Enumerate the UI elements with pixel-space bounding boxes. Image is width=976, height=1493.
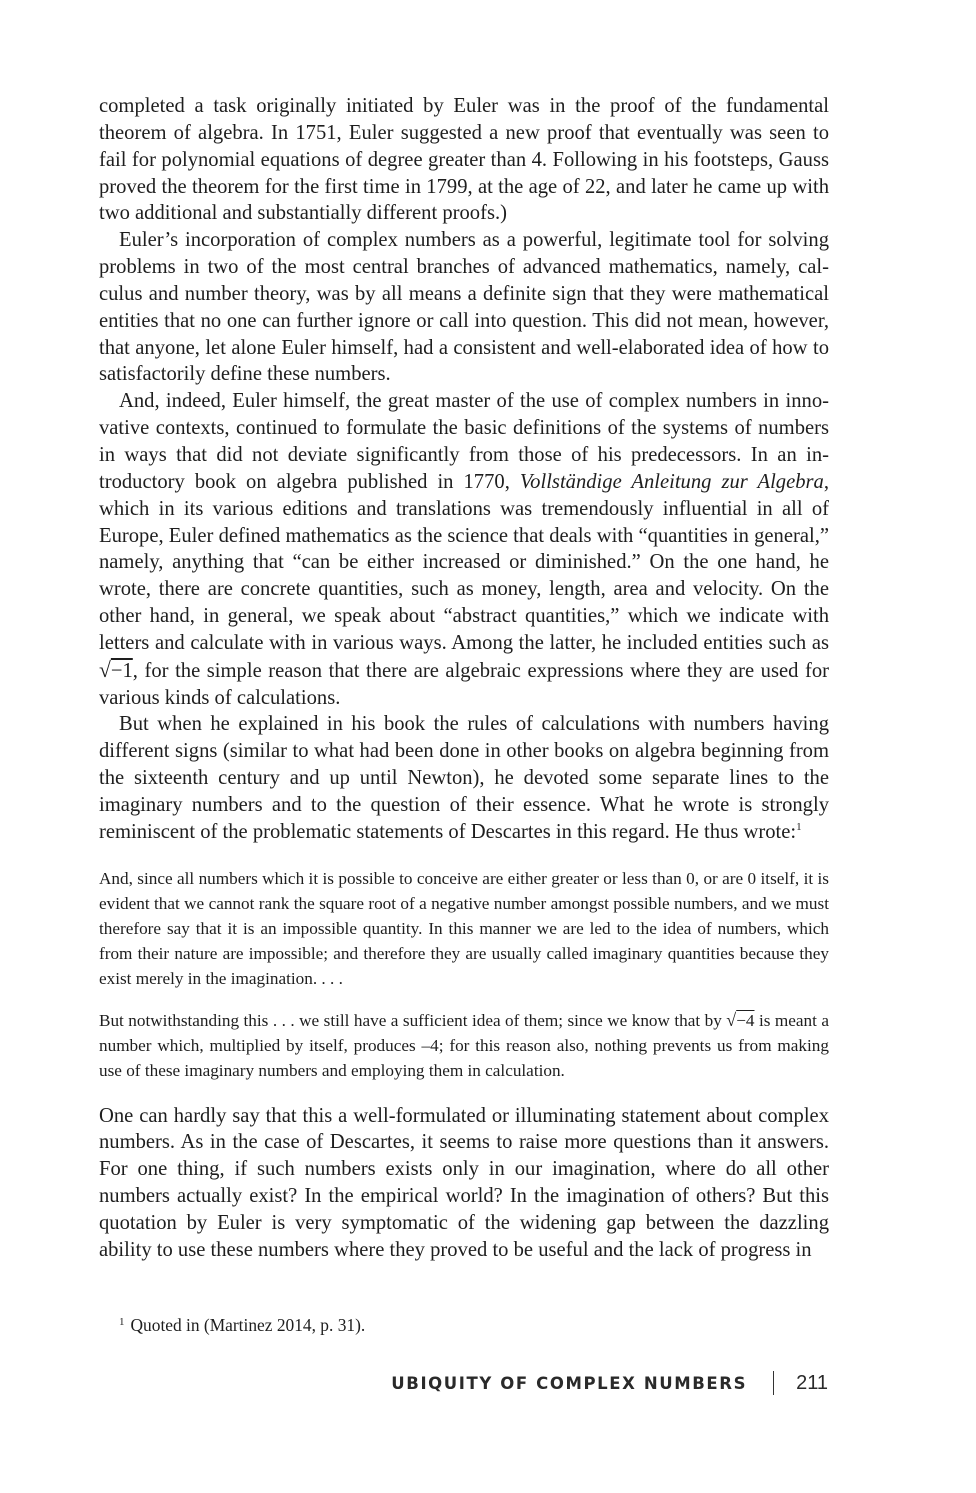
- quote-paragraph-1: And, since all numbers which it is possible to conceive are either greater or less than 0, or are 0 itself, it is evident that we cannot rank the square root of a negative number amongst possible numbers, and we must therefore say that it is an impossible quantity. In this manner we are led to the idea of numbers, which from their nature are impossible; and therefore they are usually called imaginary quantities because they exist merely in the imagination. . . .: [99, 868, 829, 988]
- running-title: UBIQUITY OF COMPLEX NUMBERS: [391, 1373, 748, 1393]
- footnote-text: Quoted in (Martinez 2014, p. 31).: [130, 1315, 366, 1335]
- paragraph-5: One can hardly say that this a well-formulated or illuminating statement about complex numbers. As in the case of Descartes, it seems to raise more questions than it answers. For one thing, if such numbers exists only in our imagination, where do all other numbers actually exist? In the empirical world? In the imagination of others? But this quotation by Euler is very symptomatic of the widening gap between the dazzling ability to use these numbers where they proved to be useful and the lack of progress in: [99, 1104, 829, 1261]
- radical-sign: √: [726, 1009, 737, 1030]
- sqrt-minus-one: [99, 657, 133, 682]
- quote-paragraph-2: [99, 1008, 829, 1083]
- radical-sign: √: [99, 657, 111, 682]
- footer-divider: [773, 1371, 774, 1395]
- radicand: −4: [736, 1010, 755, 1030]
- block-quote: [99, 866, 829, 1083]
- paragraph-1: completed a task originally initiated by Euler was in the proof of the fundamental theorem of algebra. In 1751, Euler suggested a new proof that eventually was seen to fail for polynomial equations of degree greater than 4. Following in his footsteps, Gauss proved the theorem for the first time in 1799, at the age of 22, and later he came up with two additional and substantially different proofs.): [99, 95, 829, 225]
- quote-2-text-a: But notwithstanding this . . . we still have a sufficient idea of them; since we know that by: [99, 1010, 727, 1030]
- footnote: [119, 1310, 365, 1337]
- sqrt-minus-four: [726, 1011, 754, 1030]
- page-body: [99, 93, 829, 1264]
- paragraph-4: [99, 711, 829, 845]
- paragraph-2: Euler’s incorporation of complex numbers as a powerful, legitimate tool for solving problems in two of the most central branches of advanced mathematics, namely, calculus and number theory, was by all means a definite sign that they were mathematical entities that no one can further ignore or call into question. This did not mean, however, that anyone, let alone Euler himself, had a consistent and well-elaborated idea of how to satisfactorily define these numbers.: [99, 229, 829, 386]
- paragraph-3-text-a: And, indeed, Euler himself, the great master of the use of complex numbers in innovative contexts, continued to formulate the basic definitions of the systems of numbers in ways that did not deviate significantly from those of his predecessors. In an introductory book on algebra published in 1770,: [99, 390, 829, 493]
- book-title: Vollständige Anleitung zur Algebra: [519, 470, 824, 493]
- radicand: −1: [110, 659, 133, 682]
- paragraph-3-text-b: , which in its various editions and translations was tremendously influential in all of Europe, Euler defined mathematics as the science that deals with “quantities in general,” namely, anything that “can be either increased or diminished.” On the one hand, he wrote, there are concrete quantities, such as money, length, area and velocity. On the other hand, in general, we speak about “abstract quantities,” which we indicate with letters and calculate with in various ways. Among the latter, he included entities such as: [99, 470, 829, 654]
- footnote-reference: 1: [796, 820, 802, 833]
- quote-2-text-b: is meant a number which, multiplied by itself, produces –4; for this reason also, nothing prevents us from making use of these imaginary numbers and employing them in calculation.: [99, 1010, 829, 1080]
- running-footer: [391, 1371, 828, 1395]
- footnote-marker: 1: [119, 1316, 125, 1328]
- paragraph-3: [99, 388, 829, 711]
- page-number: 211: [796, 1371, 828, 1394]
- paragraph-4-text: But when he explained in his book the rules of calculations with numbers having different signs (similar to what had been done in other books on algebra beginning from the sixteenth century and up until Newton), he devoted some separate lines to the imaginary numbers and to the question of their essence. What he wrote is strongly reminiscent of the problematic statements of Descartes in this regard. He thus wrote:: [99, 713, 829, 843]
- paragraph-3-text-c: , for the simple reason that there are algebraic expressions where they are used for various kinds of calculations.: [99, 659, 829, 709]
